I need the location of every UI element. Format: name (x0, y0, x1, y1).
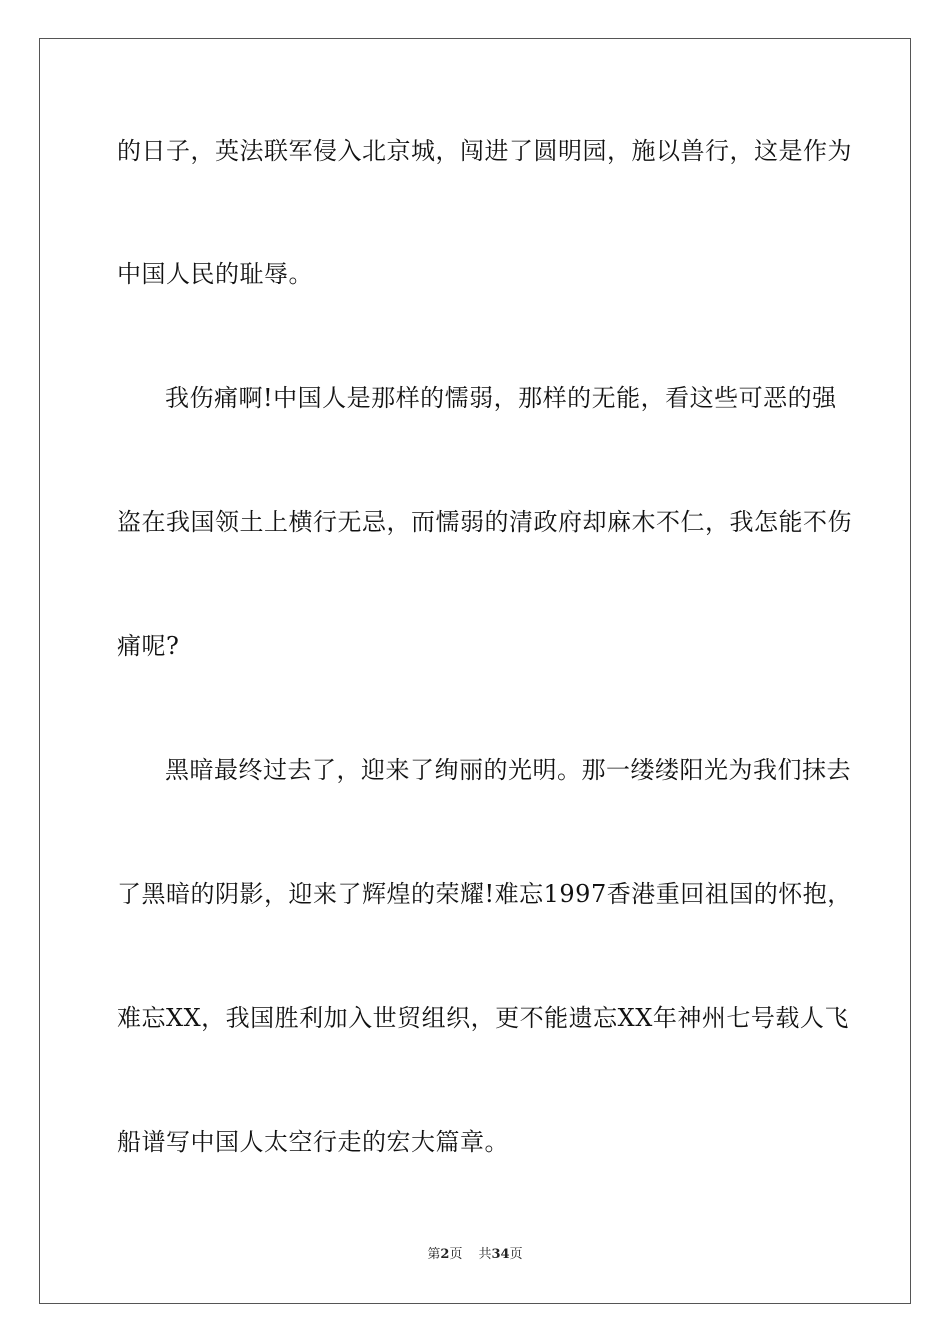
text-line-9: 船谱写中国人太空行走的宏大篇章。 (117, 1128, 509, 1156)
text-line-7: 了黑暗的阴影，迎来了辉煌的荣耀!难忘1997香港重回祖国的怀抱， (117, 880, 852, 908)
text-line-6: 黑暗最终过去了，迎来了绚丽的光明。那一缕缕阳光为我们抹去 (165, 756, 851, 784)
footer-prefix: 第 (427, 1247, 441, 1262)
footer-total-prefix: 共 (478, 1247, 492, 1262)
text-line-2: 中国人民的耻辱。 (117, 260, 313, 288)
footer-total-pages: 34 (491, 1247, 510, 1262)
text-line-4: 盗在我国领土上横行无忌，而懦弱的清政府却麻木不仁，我怎能不伤 (117, 508, 852, 536)
footer-current-page: 2 (440, 1247, 450, 1262)
text-line-1: 的日子，英法联军侵入北京城，闯进了圆明园，施以兽行，这是作为 (117, 137, 852, 165)
text-line-8: 难忘XX，我国胜利加入世贸组织，更不能遗忘XX年神州七号载人飞 (117, 1004, 849, 1032)
page-frame (39, 38, 911, 1304)
footer-page-unit: 页 (449, 1247, 463, 1262)
text-line-3: 我伤痛啊!中国人是那样的懦弱，那样的无能，看这些可恶的强 (165, 384, 837, 412)
text-line-5: 痛呢? (117, 632, 180, 660)
footer-total-unit: 页 (509, 1247, 523, 1262)
page-footer (0, 1246, 950, 1264)
